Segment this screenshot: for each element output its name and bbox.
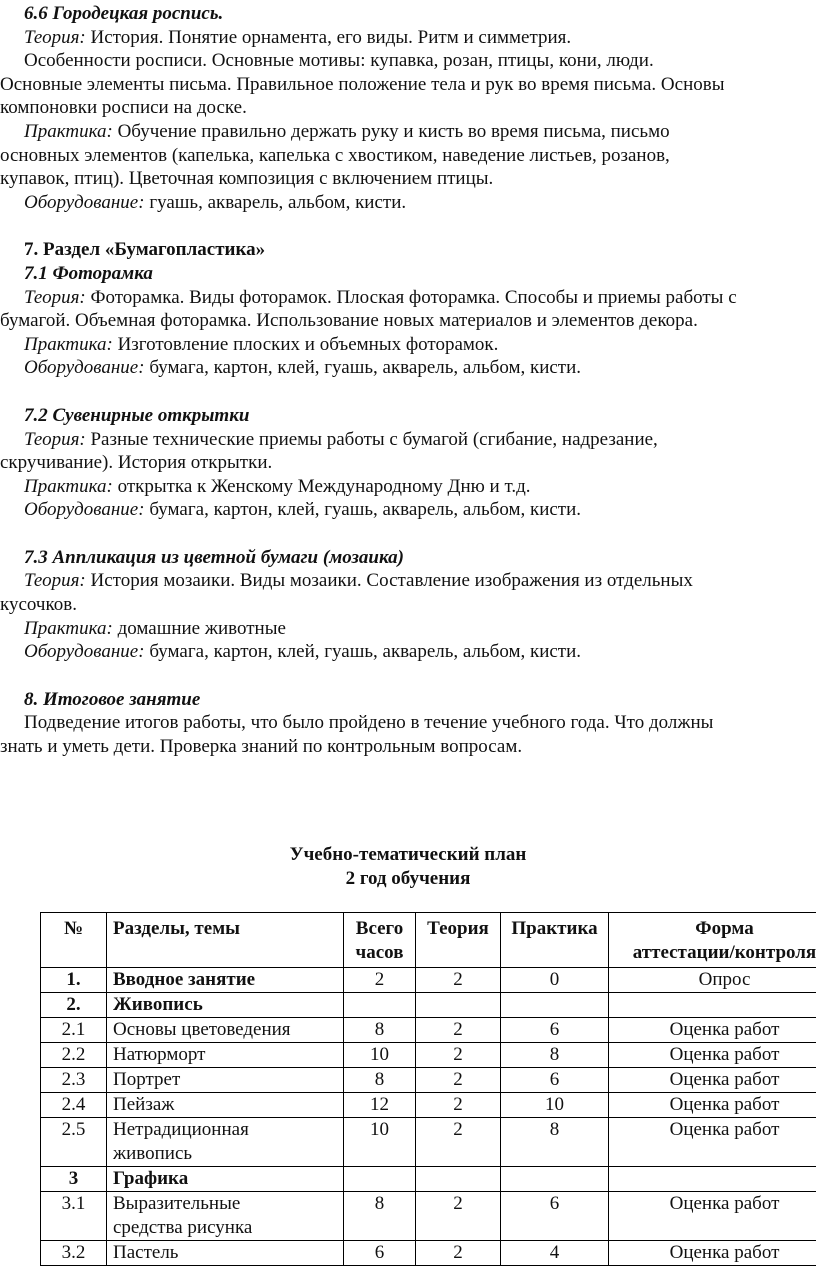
row-topic: Вводное занятие [107,968,344,993]
section-7-heading: 7. Раздел «Бумагопластика» [24,239,266,261]
practice-text: открытка к Женскому Международному Дню и т.д. [112,475,531,497]
row-num: 2. [41,993,107,1018]
row-total: 8 [344,1192,416,1241]
row-total: 8 [344,1068,416,1093]
section-8-heading: 8. Итоговое занятие [24,688,201,710]
row-practice [501,993,609,1018]
row-form: Оценка работ [609,1018,816,1043]
row-theory: 2 [416,1118,501,1167]
equipment-text: гуашь, акварель, альбом, кисти. [144,191,407,213]
row-topic: Пастель [107,1241,344,1266]
features-line: Особенности росписи. Основные мотивы: купавка, розан, птицы, кони, люди. [24,50,654,72]
row-topic-line: Нетрадиционная [113,1119,249,1140]
theory-label: Теория: [24,26,86,48]
row-practice: 6 [501,1192,609,1241]
table-row [41,993,816,1018]
section-7-3-theory [0,569,816,593]
row-form [609,1167,816,1192]
row-num: 3.2 [41,1241,107,1266]
equipment-label: Оборудование: [24,641,145,663]
theory-line: скручивание). История открытки. [0,452,273,474]
row-num: 2.4 [41,1093,107,1118]
plan-title: Учебно-тематический план [289,844,527,865]
section-7-1-equipment [0,356,816,380]
theory-line: бумагой. Объемная фоторамка. Использование новых материалов и элементов декора. [0,310,698,332]
practice-line: основных элементов (капелька, капелька с хвостиком, наведение листьев, розанов, [0,144,670,166]
row-total: 10 [344,1118,416,1167]
header-form [609,913,816,968]
row-total: 10 [344,1043,416,1068]
section-6-6-practice [0,120,816,144]
section-6-6-heading: 6.6 Городецкая роспись. [24,3,224,24]
row-topic-line: средства рисунка [113,1217,253,1238]
row-total: 2 [344,968,416,993]
section-6-6-theory [0,26,816,50]
section-7-2-heading: 7.2 Сувенирные открытки [24,404,250,426]
section-7-3-practice [0,617,816,641]
row-topic: Натюрморт [107,1043,344,1068]
row-practice: 6 [501,1068,609,1093]
plan-subtitle: 2 год обучения [345,868,471,889]
row-num: 1. [41,968,107,993]
row-topic: Графика [107,1167,344,1192]
header-theory: Теория [416,913,501,968]
row-practice: 0 [501,968,609,993]
equipment-label: Оборудование: [24,191,145,213]
row-form: Оценка работ [609,1118,816,1167]
practice-label: Практика: [24,333,113,355]
practice-label: Практика: [24,617,113,639]
section-7-2-equipment [0,498,816,522]
header-form-line: Форма [695,918,754,939]
row-practice: 6 [501,1018,609,1043]
table-row [41,1068,816,1093]
theory-text: История мозаики. Виды мозаики. Составление изображения из отдельных [85,570,693,592]
row-theory: 2 [416,1192,501,1241]
row-total [344,1167,416,1192]
curriculum-table [40,912,816,1266]
row-practice [501,1167,609,1192]
row-topic: Живопись [107,993,344,1018]
table-row [41,968,816,993]
row-total: 6 [344,1241,416,1266]
row-total [344,993,416,1018]
header-total-line: часов [355,942,404,963]
row-num: 3 [41,1167,107,1192]
practice-line: купавок, птиц). Цветочная композиция с включением птицы. [0,168,494,190]
header-total [344,913,416,968]
row-topic: Пейзаж [107,1093,344,1118]
row-topic-line: Выразительные [113,1193,241,1214]
row-topic: Основы цветоведения [107,1018,344,1043]
header-total-line: Всего [355,918,404,939]
row-num: 2.3 [41,1068,107,1093]
theory-line: кусочков. [0,594,77,616]
row-practice: 4 [501,1241,609,1266]
row-num: 2.2 [41,1043,107,1068]
equipment-text: бумага, картон, клей, гуашь, акварель, альбом, кисти. [144,641,582,663]
theory-label: Теория: [24,570,86,592]
row-form: Оценка работ [609,1093,816,1118]
equipment-text: бумага, картон, клей, гуашь, акварель, альбом, кисти. [144,357,582,379]
table-row [41,1093,816,1118]
row-theory: 2 [416,968,501,993]
equipment-label: Оборудование: [24,357,145,379]
features-line: компоновки росписи на доске. [0,97,247,119]
row-num: 2.1 [41,1018,107,1043]
row-topic [107,1118,344,1167]
practice-text: Обучение правильно держать руку и кисть во время письма, письмо [112,120,670,142]
row-theory: 2 [416,1043,501,1068]
theory-label: Теория: [24,286,86,308]
theory-label: Теория: [24,428,86,450]
row-num: 3.1 [41,1192,107,1241]
row-topic [107,1192,344,1241]
table-row [41,1043,816,1068]
row-form: Оценка работ [609,1043,816,1068]
row-theory: 2 [416,1068,501,1093]
table-row [41,1118,816,1167]
section-7-1-theory [0,286,816,310]
row-theory: 2 [416,1018,501,1043]
practice-text: Изготовление плоских и объемных фоторамок. [112,333,499,355]
table-row [41,1192,816,1241]
row-theory [416,993,501,1018]
row-theory: 2 [416,1093,501,1118]
equipment-label: Оборудование: [24,499,145,521]
section-7-2-theory [0,428,816,452]
table-row [41,1167,816,1192]
theory-text: Разные технические приемы работы с бумагой (сгибание, надрезание, [85,428,658,450]
row-practice: 8 [501,1118,609,1167]
row-form: Опрос [609,968,816,993]
practice-label: Практика: [24,120,113,142]
header-practice: Практика [501,913,609,968]
row-topic-line: живопись [113,1143,193,1164]
equipment-text: бумага, картон, клей, гуашь, акварель, альбом, кисти. [144,499,582,521]
practice-label: Практика: [24,475,113,497]
row-total: 8 [344,1018,416,1043]
theory-text: Фоторамка. Виды фоторамок. Плоская фоторамка. Способы и приемы работы с [85,286,737,308]
features-line: Основные элементы письма. Правильное положение тела и рук во время письма. Основы [0,73,725,95]
header-num: № [41,913,107,968]
table-row [41,1018,816,1043]
row-practice: 10 [501,1093,609,1118]
table-header-row [41,913,816,968]
section-7-1-practice [0,333,816,357]
header-form-line: аттестации/контроля [632,942,816,963]
section-8-line: Подведение итогов работы, что было пройдено в течение учебного года. Что должны [24,712,714,734]
section-7-3-heading: 7.3 Аппликация из цветной бумаги (мозаика) [24,546,404,568]
theory-text: История. Понятие орнамента, его виды. Ритм и симметрия. [85,26,572,48]
row-theory [416,1167,501,1192]
row-form [609,993,816,1018]
row-practice: 8 [501,1043,609,1068]
row-form: Оценка работ [609,1192,816,1241]
row-theory: 2 [416,1241,501,1266]
row-total: 12 [344,1093,416,1118]
row-form: Оценка работ [609,1241,816,1266]
row-form: Оценка работ [609,1068,816,1093]
header-topic: Разделы, темы [107,913,344,968]
row-num: 2.5 [41,1118,107,1167]
row-topic: Портрет [107,1068,344,1093]
table-row [41,1241,816,1266]
practice-text: домашние животные [112,617,286,639]
section-7-3-equipment [0,640,816,664]
section-7-1-heading: 7.1 Фоторамка [24,262,153,284]
section-7-2-practice [0,475,816,499]
section-8-line: знать и уметь дети. Проверка знаний по контрольным вопросам. [0,736,523,758]
section-6-6-equipment [0,191,816,215]
